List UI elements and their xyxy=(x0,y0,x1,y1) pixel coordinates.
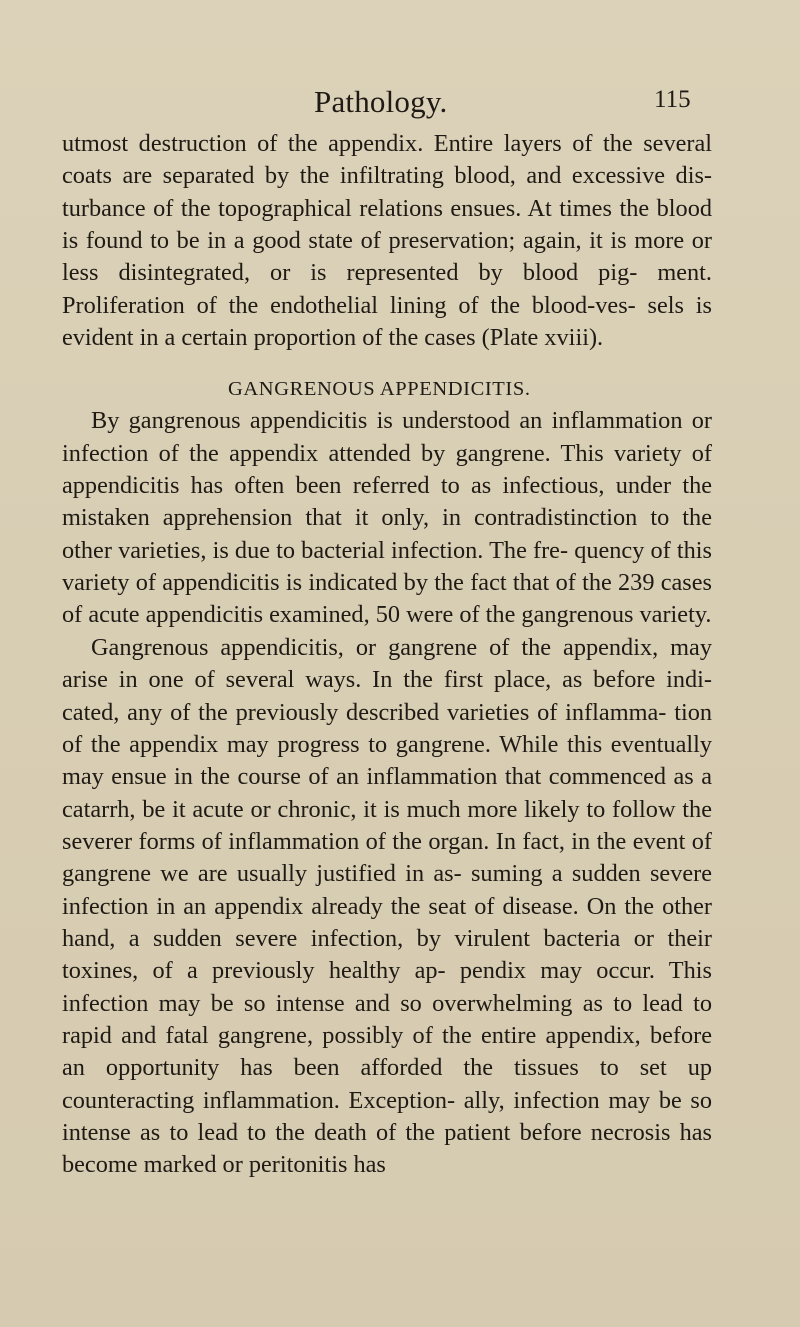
section-heading: GANGRENOUS APPENDICITIS. xyxy=(228,378,531,401)
paragraph-definition: By gangrenous appendicitis is understood an inflammation or infection of the appendix attended by gangrene. This variety of appendicitis has often been referred to as infectious, under the mistaken apprehension that it only, in contradistinction to the other varieties, is due to bacterial infection. The fre- quency of this variety of appendicitis is indicated by the fact that of the 239 cases of acute appendicitis examined, 50 were of the gangrenous variety. xyxy=(62,407,712,629)
paragraph-causes: Gangrenous appendicitis, or gangrene of the appendix, may arise in one of several ways. In the first place, as before indi- cated, any of the previously described varieties of inflamma- tion of the appendix may progress to gangrene. While this eventually may ensue in the course of an inflammation that commenced as a catarrh, be it acute or chronic, it is much more likely to follow the severer forms of inflammation of the organ. In fact, in the event of gangrene we are usually justified in as- suming a sudden severe infection in an appendix already the seat of disease. On the other hand, a sudden severe infection, by virulent bacteria or their toxines, of a previously healthy ap- pendix may occur. This infection may be so intense and so overwhelming as to lead to rapid and fatal gangrene, possibly of the entire appendix, before an opportunity has been afforded the tissues to set up counteracting inflammation. Exception- ally, infection may be so intense as to lead to the death of the patient before necrosis has become marked or peritonitis has xyxy=(62,633,712,1179)
paragraph-continuation: utmost destruction of the appendix. Entire layers of the several coats are separated by the infiltrating blood, and excessive dis- turbance of the topographical relations ensues. At times the blood is found to be in a good state of preservation; again, it is more or less disintegrated, or is represented by blood pig- ment. Proliferation of the endothelial lining of the blood-ves- sels is evident in a certain proportion of the cases (Plate xviii). xyxy=(62,130,712,352)
running-title: Pathology. xyxy=(314,84,448,119)
page-number: 115 xyxy=(654,86,691,113)
page-header xyxy=(0,84,800,124)
body-text xyxy=(62,128,712,1182)
